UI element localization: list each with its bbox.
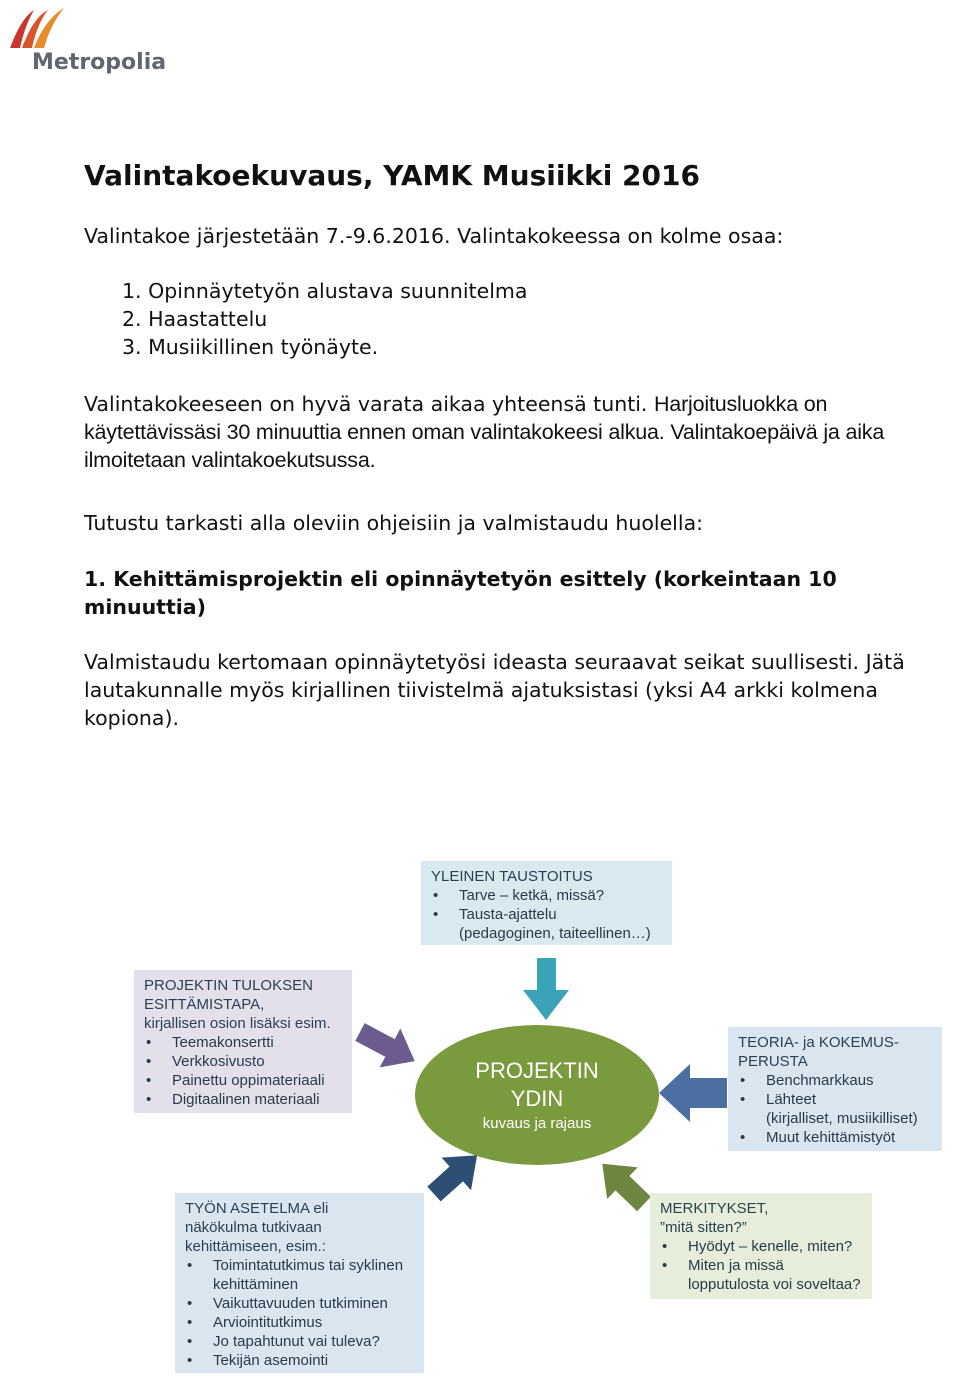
arrow-right-icon (350, 1013, 425, 1081)
list-item-continuation: (kirjalliset, musiikilliset) (766, 1110, 918, 1127)
list-item: 2. Haastattelu (122, 307, 268, 331)
box-subheading: kirjallisen osion lisäksi esim. (144, 1015, 331, 1032)
box-heading: kehittämiseen, esim.: (185, 1238, 326, 1255)
core-title-line2: YDIN (510, 1086, 564, 1111)
logo-wordmark: Metropolia (32, 50, 167, 75)
list-item: • Lähteet (738, 1090, 932, 1109)
box-heading: PERUSTA (738, 1053, 808, 1070)
list-item: 3. Musiikillinen työnäyte. (122, 335, 379, 359)
presentation-paragraph: Valmistaudu kertomaan opinnäytetyösi ideasta seuraavat seikat suullisesti. Jätä lautakunnalle myös kirjallinen tiivistelmä ajatuksistasi (yksi A4 arkki kolmena kopiona). (84, 650, 905, 730)
method-list-tail (185, 1294, 414, 1370)
arrow-up-left-icon (587, 1148, 659, 1220)
time-sentence: Valintakokeeseen on hyvä varata aikaa yhteensä tunti. (84, 392, 648, 416)
list-item: • Digitaalinen materiaali (144, 1090, 342, 1109)
list-item-continuation: (pedagoginen, taiteellinen…) (459, 925, 651, 942)
list-item: • Benchmarkkaus (738, 1071, 932, 1090)
theory-list (738, 1071, 932, 1109)
format-list (144, 1033, 342, 1109)
instructions-paragraph: Tutustu tarkasti alla oleviin ohjeisiin ja valmistaudu huolella: (84, 511, 704, 535)
core-title-line1: PROJEKTIN (475, 1058, 599, 1083)
significance-list (660, 1237, 862, 1275)
list-item: • Muut kehittämistyöt (738, 1128, 932, 1147)
list-item: • Verkkosivusto (144, 1052, 342, 1071)
list-item: • Painettu oppimateriaali (144, 1071, 342, 1090)
box-heading: TYÖN ASETELMA eli (185, 1200, 329, 1217)
work-setting-box (175, 1193, 424, 1373)
box-heading: ESITTÄMISTAPA, (144, 996, 265, 1013)
intro-paragraph: Valintakoe järjestetään 7.-9.6.2016. Valintakokeessa on kolme osaa: (84, 224, 784, 248)
box-heading: näkökulma tutkivaan (185, 1219, 322, 1236)
list-item: 1. Opinnäytetyön alustava suunnitelma (122, 279, 528, 303)
arrow-down-icon (523, 958, 569, 1020)
box-heading: MERKITYKSET, (660, 1200, 769, 1217)
box-heading: TEORIA- ja KOKEMUS- (738, 1034, 899, 1051)
list-item: • Arviointitutkimus (185, 1313, 414, 1332)
list-item: • Vaikuttavuuden tutkiminen (185, 1294, 414, 1313)
list-item: • Hyödyt – kenelle, miten? (660, 1237, 862, 1256)
method-list (185, 1256, 414, 1275)
box-heading: PROJEKTIN TULOKSEN (144, 977, 313, 994)
background-box (421, 861, 672, 945)
list-item: • Tekijän asemointi (185, 1351, 414, 1370)
background-list (431, 886, 662, 924)
list-item: • Jo tapahtunut vai tuleva? (185, 1332, 414, 1351)
list-item: • Tausta-ajattelu (431, 905, 662, 924)
section-heading: 1. Kehittämisprojektin eli opinnäytetyön esittely (korkeintaan 10 minuuttia) (84, 567, 837, 619)
list-item: • Teemakonsertti (144, 1033, 342, 1052)
theory-box (728, 1027, 942, 1151)
core-subtitle: kuvaus ja rajaus (482, 1115, 592, 1132)
box-heading: YLEINEN TAUSTOITUS (431, 868, 593, 885)
arrow-left-icon (659, 1064, 727, 1122)
box-heading: ”mitä sitten?” (660, 1219, 747, 1236)
theory-list-tail (738, 1128, 932, 1147)
practice-room-sentence: Harjoitusluokka on käytettävissäsi 30 minuuttia ennen oman valintakokeesi alkua. Valintakoepäivä ja aika ilmoitetaan valintakoekutsussa. (84, 392, 885, 472)
list-item: • Toimintatutkimus tai syklinen (185, 1256, 414, 1275)
list-item: • Tarve – ketkä, missä? (431, 886, 662, 905)
list-item-continuation: kehittäminen (213, 1276, 299, 1293)
page-title: Valintakoekuvaus, YAMK Musiikki 2016 (84, 159, 700, 192)
presentation-format-box (134, 970, 352, 1113)
list-item: • Miten ja missä (660, 1256, 862, 1275)
significance-box (650, 1193, 872, 1299)
list-item-continuation: lopputulosta voi soveltaa? (688, 1276, 861, 1293)
